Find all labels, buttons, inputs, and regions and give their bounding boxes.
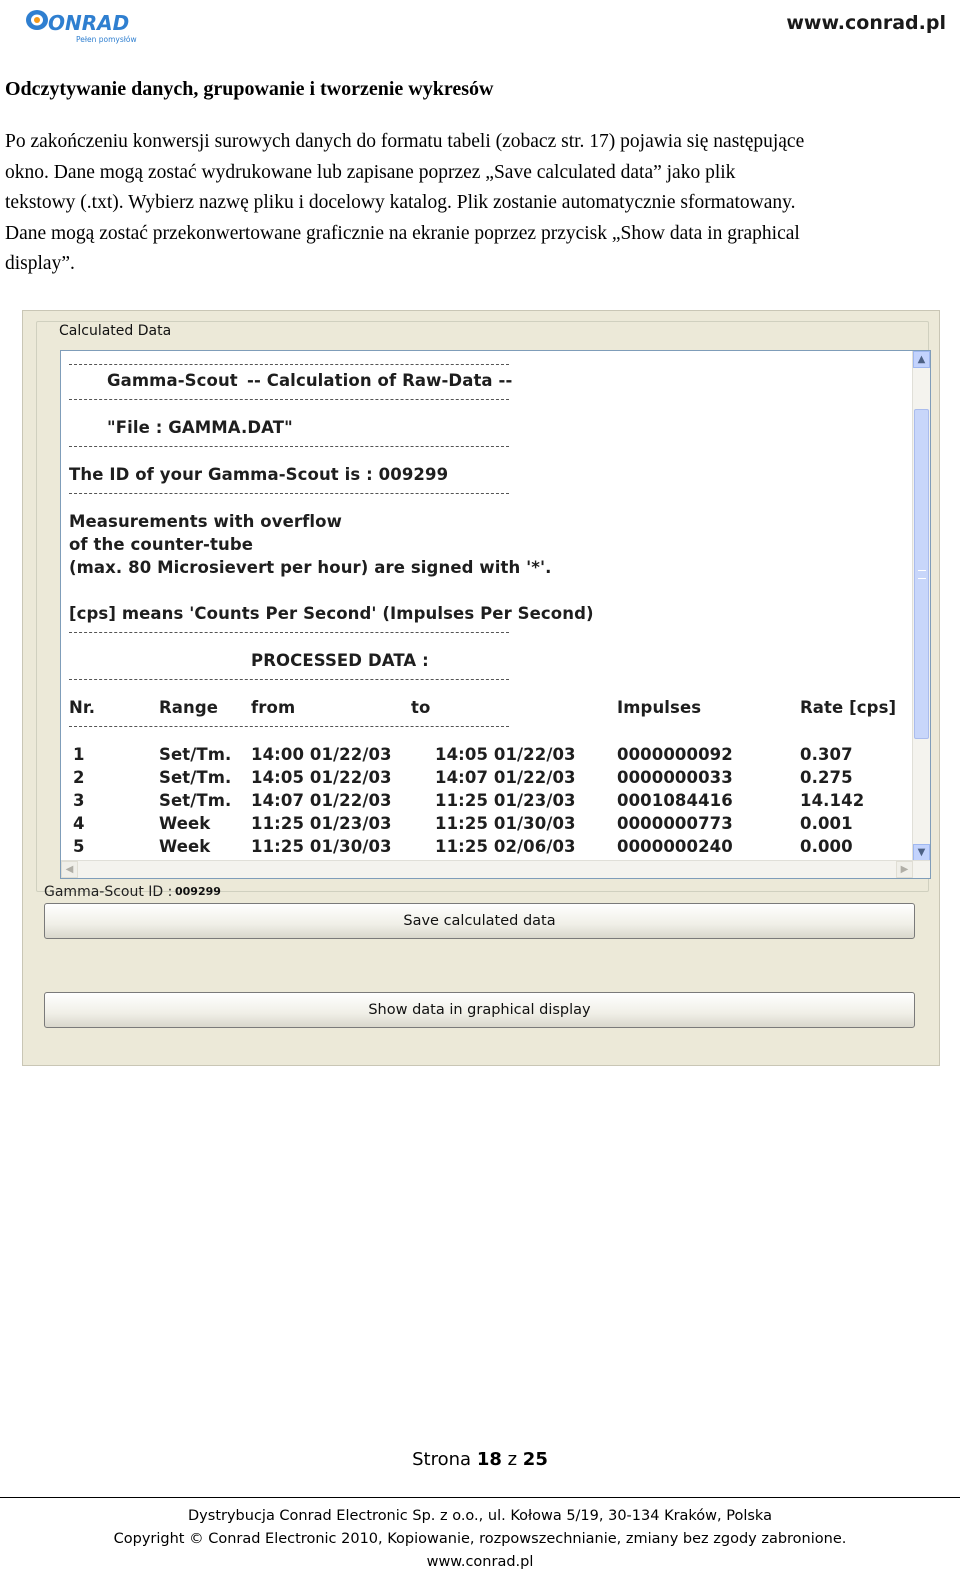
table-cell: 0.000: [800, 837, 853, 856]
paragraph-line: okno. Dane mogą zostać wydrukowane lub zapisane poprzez „Save calculated data” jako plik: [5, 161, 736, 183]
table-cell: 14:05 01/22/03: [435, 745, 576, 764]
page-separator: z: [507, 1449, 518, 1470]
table-cell: 11:25 01/23/03: [251, 814, 392, 833]
footer: [0, 1505, 960, 1574]
table-cell: 14:00 01/22/03: [251, 745, 392, 764]
gamma-scout-id-value: 009299: [175, 885, 221, 898]
column-header: to: [411, 698, 431, 717]
processed-row: [69, 649, 904, 672]
table-cell: 14.142: [800, 791, 865, 810]
logo-text: ONRAD: [48, 11, 130, 35]
separator-line: [69, 446, 509, 453]
scroll-right-arrow-icon[interactable]: ▶: [896, 861, 913, 878]
separator-line: [69, 632, 509, 639]
table-row: [69, 835, 904, 858]
table-cell: 11:25 01/23/03: [435, 791, 576, 810]
page-total: 25: [522, 1449, 548, 1470]
footer-divider: [0, 1497, 960, 1498]
paragraph-line: Po zakończeniu konwersji surowych danych do formatu tabeli (zobacz str. 17) pojawia się następujące: [5, 131, 805, 152]
scrollbar-thumb[interactable]: [914, 409, 929, 739]
horizontal-scrollbar[interactable]: [61, 860, 930, 878]
table-header-row: [69, 696, 904, 719]
table-cell: 2: [73, 768, 85, 787]
footer-url[interactable]: www.conrad.pl: [426, 1554, 534, 1570]
header-url[interactable]: www.conrad.pl: [786, 12, 946, 34]
table-row: [69, 789, 904, 812]
report-content: [69, 357, 904, 858]
scroll-left-arrow-icon[interactable]: ◀: [61, 861, 78, 878]
table-cell: 0000000092: [617, 745, 733, 764]
save-calculated-data-button[interactable]: Save calculated data: [44, 903, 915, 939]
table-row: [69, 812, 904, 835]
report-title-right: -- Calculation of Raw-Data --: [247, 371, 513, 390]
table-cell: Set/Tm.: [159, 791, 232, 810]
column-header: from: [251, 698, 296, 717]
footer-address: Dystrybucja Conrad Electronic Sp. z o.o., ul. Kołowa 5/19, 30-134 Kraków, Polska: [188, 1508, 772, 1524]
report-textarea[interactable]: [60, 350, 931, 879]
table-cell: 0.275: [800, 768, 853, 787]
calculated-data-window: [22, 310, 940, 1066]
paragraph-line: display”.: [5, 253, 75, 274]
table-cell: 11:25 01/30/03: [435, 814, 576, 833]
table-cell: 14:07 01/22/03: [435, 768, 576, 787]
table-cell: 0.307: [800, 745, 853, 764]
table-cell: Week: [159, 814, 211, 833]
gamma-scout-id-label: Gamma-Scout ID :: [44, 884, 173, 900]
table-row: [69, 743, 904, 766]
report-title-row: [69, 369, 904, 392]
cps-line: [cps] means 'Counts Per Second' (Impulses Per Second): [69, 604, 594, 623]
column-header: Range: [159, 698, 219, 717]
table-cell: Set/Tm.: [159, 768, 232, 787]
table-cell: 11:25 01/30/03: [251, 837, 392, 856]
page-current: 18: [476, 1449, 502, 1470]
table-cell: 0.001: [800, 814, 853, 833]
table-cell: Week: [159, 837, 211, 856]
conrad-logo: [24, 6, 146, 46]
processed-line: PROCESSED DATA :: [251, 651, 429, 670]
table-cell: 0000000773: [617, 814, 733, 833]
separator-line: [69, 726, 509, 733]
report-title-left: Gamma-Scout: [107, 371, 238, 390]
table-cell: 1: [73, 745, 85, 764]
table-cell: 5: [73, 837, 85, 856]
section-title: Odczytywanie danych, grupowanie i tworzenie wykresów: [5, 78, 494, 100]
scrollbar-grip-icon: [918, 570, 926, 579]
paragraph-line: tekstowy (.txt). Wybierz nazwę pliku i docelowy katalog. Plik zostanie automatycznie sformatowany.: [5, 192, 796, 213]
page-number: [0, 1449, 960, 1470]
column-header: Nr.: [69, 698, 96, 717]
column-header: Impulses: [617, 698, 702, 717]
footer-copyright: Copyright © Conrad Electronic 2010, Kopiowanie, rozpowszechnianie, zmiany bez zgody zabronione.: [113, 1531, 847, 1547]
vertical-scrollbar[interactable]: [912, 351, 930, 861]
table-row: [69, 766, 904, 789]
scroll-up-arrow-icon[interactable]: ▲: [913, 351, 930, 368]
show-graphical-display-button[interactable]: Show data in graphical display: [44, 992, 915, 1028]
file-row: [69, 416, 904, 439]
overflow-line: of the counter-tube: [69, 535, 254, 554]
separator-line: [69, 493, 509, 500]
table-cell: 0000000033: [617, 768, 733, 787]
table-cell: Set/Tm.: [159, 745, 232, 764]
separator-line: [69, 364, 509, 365]
table-cell: 4: [73, 814, 85, 833]
data-rows: [69, 743, 904, 858]
overflow-line: Measurements with overflow: [69, 512, 342, 531]
file-line: "File : GAMMA.DAT": [107, 418, 293, 437]
paragraph-line: Dane mogą zostać przekonwertowane graficznie na ekranie poprzez przycisk „Show data in graphical: [5, 222, 800, 244]
logo-tagline: Pełen pomysłów: [76, 35, 137, 44]
page-prefix: Strona: [412, 1449, 472, 1470]
table-cell: 0000000240: [617, 837, 733, 856]
table-cell: 14:05 01/22/03: [251, 768, 392, 787]
scroll-down-arrow-icon[interactable]: ▼: [913, 844, 930, 861]
table-cell: 0001084416: [617, 791, 733, 810]
body-paragraph: [5, 127, 950, 280]
overflow-line: (max. 80 Microsievert per hour) are signed with '*'.: [69, 558, 552, 577]
table-cell: 11:25 02/06/03: [435, 837, 576, 856]
separator-line: [69, 679, 509, 686]
column-header: Rate [cps]: [800, 698, 897, 717]
table-cell: 3: [73, 791, 85, 810]
calculated-data-groupbox: [36, 321, 929, 892]
table-cell: 14:07 01/22/03: [251, 791, 392, 810]
id-line: The ID of your Gamma-Scout is : 009299: [69, 465, 449, 484]
blank-line: [69, 579, 904, 602]
separator-line: [69, 399, 509, 406]
groupbox-title: Calculated Data: [56, 323, 174, 339]
